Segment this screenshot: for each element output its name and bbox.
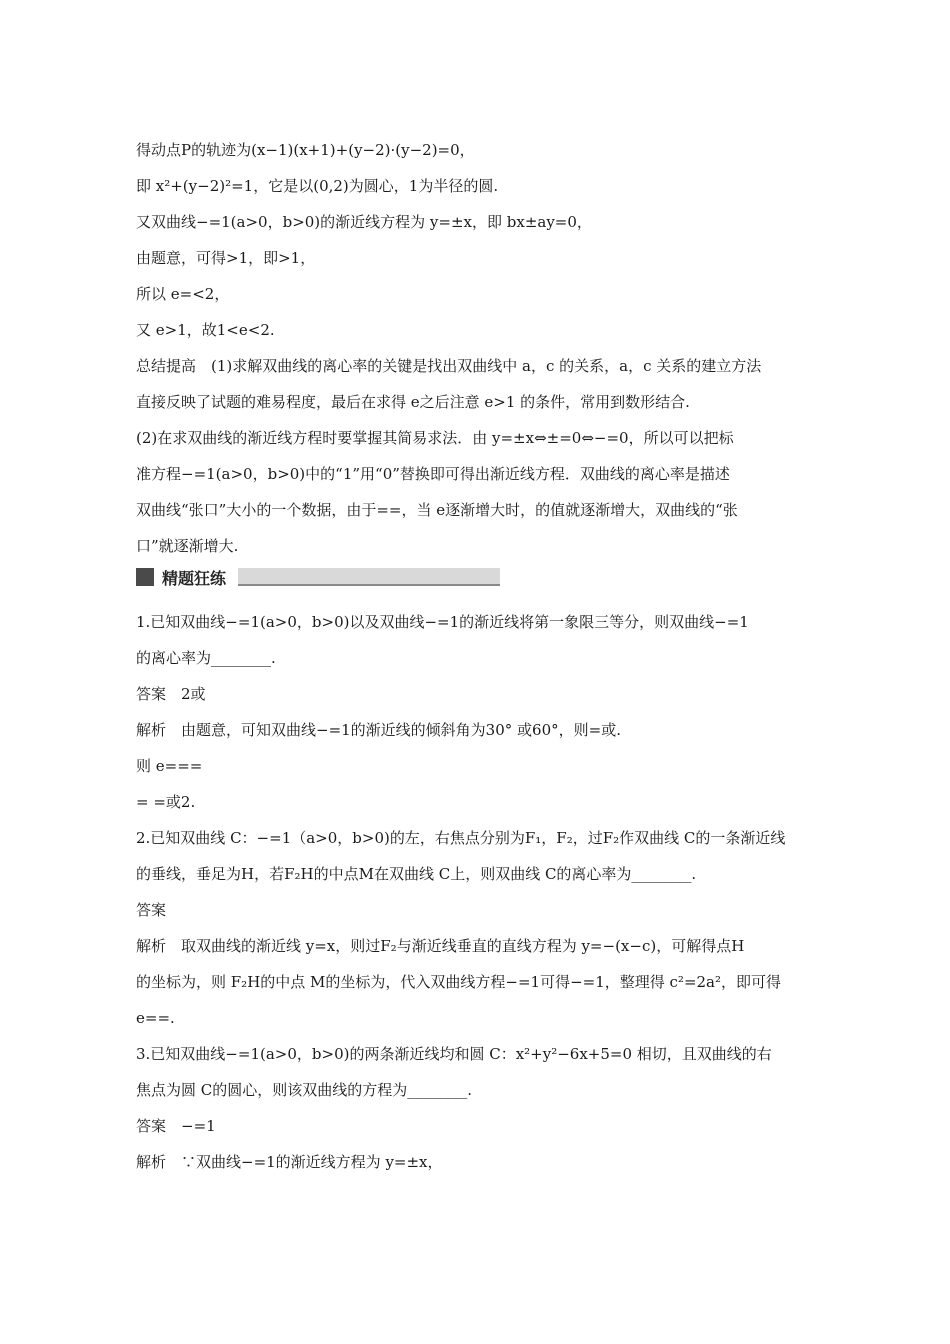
text-line: e==.	[136, 1009, 175, 1027]
exercise-text	[136, 612, 816, 1172]
text-line: 即 x²+(y−2)²=1，它是以(0,2)为圆心，1为半径的圆.	[136, 177, 499, 195]
text-line: 的坐标为，则 F₂H的中点 M的坐标为，代入双曲线方程−=1可得−=1，整理得 c²=2a²，即可得	[136, 973, 782, 991]
section-marker-icon	[136, 568, 154, 586]
text-line: 准方程−=1(a>0，b>0)中的“1”用“0”替换即可得出渐近线方程．双曲线的离心率是描述	[136, 465, 730, 483]
text-line: 又双曲线−=1(a>0，b>0)的渐近线方程为 y=±x，即 bx±ay=0，	[136, 213, 592, 231]
text-line: = =或2.	[136, 793, 196, 811]
text-line: 解析 取双曲线的渐近线 y=x，则过F₂与渐近线垂直的直线方程为 y=−(x−c)，可解得点H	[136, 937, 745, 955]
document-body	[136, 140, 816, 1188]
text-line: 答案 −=1	[136, 1117, 216, 1135]
section-header	[136, 566, 816, 588]
text-line: 总结提高 (1)求解双曲线的离心率的关键是找出双曲线中 a，c 的关系，a，c 关系的建立方法	[136, 357, 762, 375]
text-line: 解析 由题意，可知双曲线−=1的渐近线的倾斜角为30° 或60°，则=或.	[136, 721, 621, 739]
text-line: 1.已知双曲线−=1(a>0，b>0)以及双曲线−=1的渐近线将第一象限三等分，则双曲线−=1	[136, 613, 749, 631]
text-line: 的垂线，垂足为H，若F₂H的中点M在双曲线 C上，则双曲线 C的离心率为________.	[136, 865, 697, 883]
text-line: 焦点为圆 C的圆心，则该双曲线的方程为________.	[136, 1081, 473, 1099]
text-line: 的离心率为________.	[136, 649, 276, 667]
text-line: 答案	[136, 901, 167, 919]
text-line: 由题意，可得>1，即>1，	[136, 249, 316, 267]
text-line: 则 e===	[136, 757, 203, 775]
text-line: 所以 e=<2，	[136, 285, 230, 303]
solution-text	[136, 140, 816, 556]
text-line: 又 e>1，故1<e<2.	[136, 321, 275, 339]
text-line: 双曲线“张口”大小的一个数据，由于==，当 e逐渐增大时，的值就逐渐增大，双曲线的“张	[136, 501, 738, 519]
section-divider	[238, 568, 500, 586]
text-line: 口”就逐渐增大.	[136, 537, 239, 555]
text-line: 得动点P的轨迹为(x−1)(x+1)+(y−2)·(y−2)=0，	[136, 141, 475, 159]
text-line: 直接反映了试题的难易程度，最后在求得 e之后注意 e>1 的条件，常用到数形结合.	[136, 393, 690, 411]
text-line: 解析 ∵双曲线−=1的渐近线方程为 y=±x，	[136, 1153, 443, 1171]
text-line: 3.已知双曲线−=1(a>0，b>0)的两条渐近线均和圆 C：x²+y²−6x+5=0 相切，且双曲线的右	[136, 1045, 772, 1063]
text-line: (2)在求双曲线的渐近线方程时要掌握其简易求法．由 y=±x⇔±=0⇔−=0，所以可以把标	[136, 429, 734, 447]
section-title: 精题狂练	[162, 568, 227, 588]
text-line: 答案 2或	[136, 685, 206, 703]
text-line: 2.已知双曲线 C：−=1（a>0，b>0)的左，右焦点分别为F₁，F₂，过F₂作双曲线 C的一条渐近线	[136, 829, 786, 847]
